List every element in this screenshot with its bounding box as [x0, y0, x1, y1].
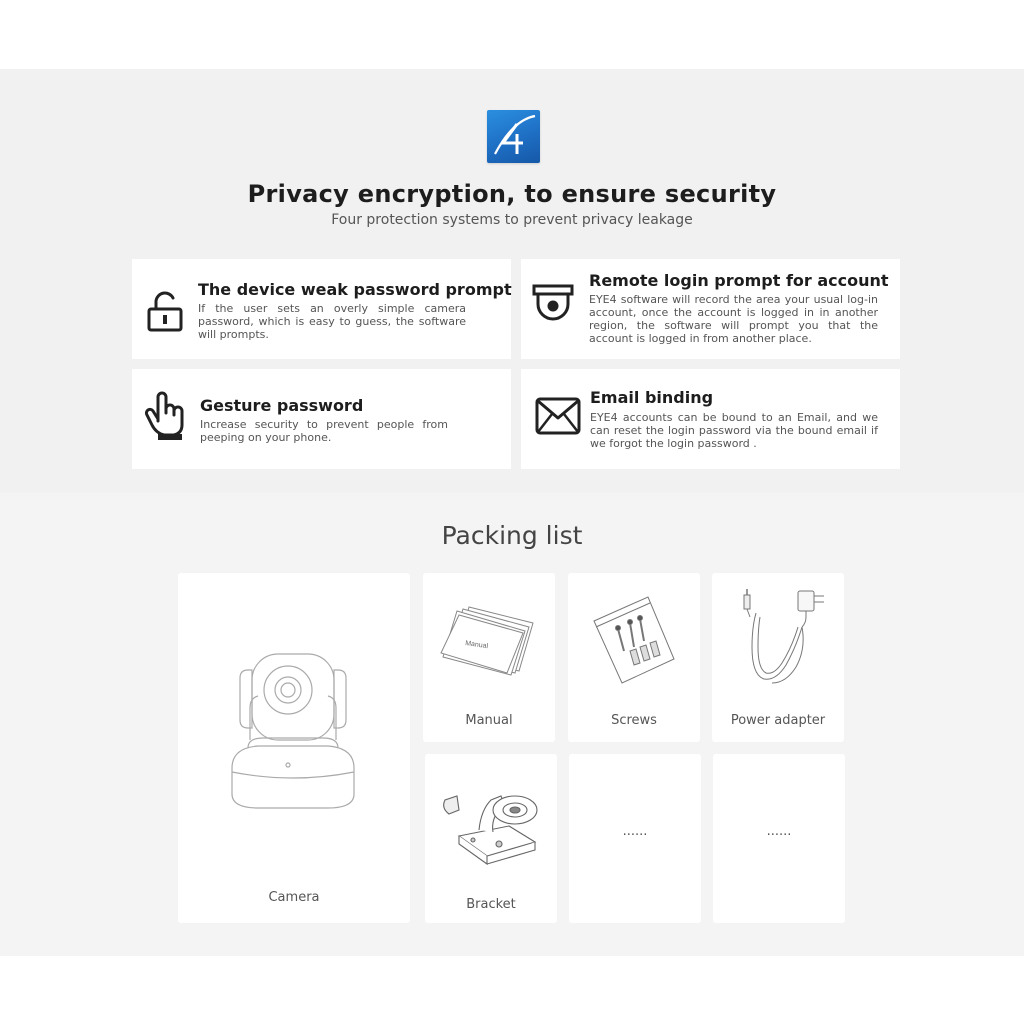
feature-card-gesture-password [132, 369, 511, 469]
camera-illustration [228, 648, 358, 813]
packing-item-label: Bracket [466, 897, 516, 912]
padlock-icon [146, 289, 184, 333]
feature-description: Increase security to prevent people from peeping on your phone. [200, 418, 448, 444]
feature-title: Email binding [590, 388, 714, 407]
packing-item-manual [423, 573, 555, 742]
manual-illustration [439, 601, 539, 677]
feature-card-weak-password [132, 259, 511, 359]
packing-item-placeholder [569, 754, 701, 923]
feature-card-email-binding [521, 369, 900, 469]
bracket-illustration [439, 780, 547, 866]
page-title: Privacy encryption, to ensure security [247, 180, 777, 208]
packing-item-bracket [425, 754, 557, 923]
power-adapter-illustration [736, 587, 832, 687]
packing-item-screws [568, 573, 700, 742]
dome-camera-icon [532, 284, 574, 328]
feature-description: EYE4 accounts can be bound to an Email, and we can reset the login password via the bound email if we forgot the login password . [590, 411, 878, 450]
page-subtitle: Four protection systems to prevent privacy leakage [331, 212, 693, 228]
packing-list-title: Packing list [441, 521, 583, 550]
packing-item-label: Power adapter [730, 713, 826, 728]
packing-item-label: ...... [766, 824, 792, 839]
feature-title: Remote login prompt for account [589, 271, 889, 290]
envelope-icon [535, 397, 581, 435]
hand-pointer-icon [144, 391, 188, 441]
screws-illustration [590, 593, 680, 685]
packing-item-label: ...... [622, 824, 648, 839]
feature-title: Gesture password [200, 396, 364, 415]
packing-item-label: Camera [268, 890, 320, 905]
feature-description: If the user sets an overly simple camera password, which is easy to guess, the software will prompts. [198, 302, 466, 341]
packing-item-power-adapter [712, 573, 844, 742]
eye4-logo-icon [487, 110, 540, 163]
feature-card-remote-login [521, 259, 900, 359]
feature-description: EYE4 software will record the area your usual log-in account, once the account is logged in in another region, the software will prompt you that the account is logged in from another place. [589, 293, 878, 345]
packing-item-camera [178, 573, 410, 923]
manual-cover-text: Manual [464, 640, 489, 651]
packing-item-placeholder [713, 754, 845, 923]
packing-item-label: Manual [465, 713, 513, 728]
packing-item-label: Screws [611, 713, 657, 728]
feature-title: The device weak password prompt [198, 280, 512, 299]
